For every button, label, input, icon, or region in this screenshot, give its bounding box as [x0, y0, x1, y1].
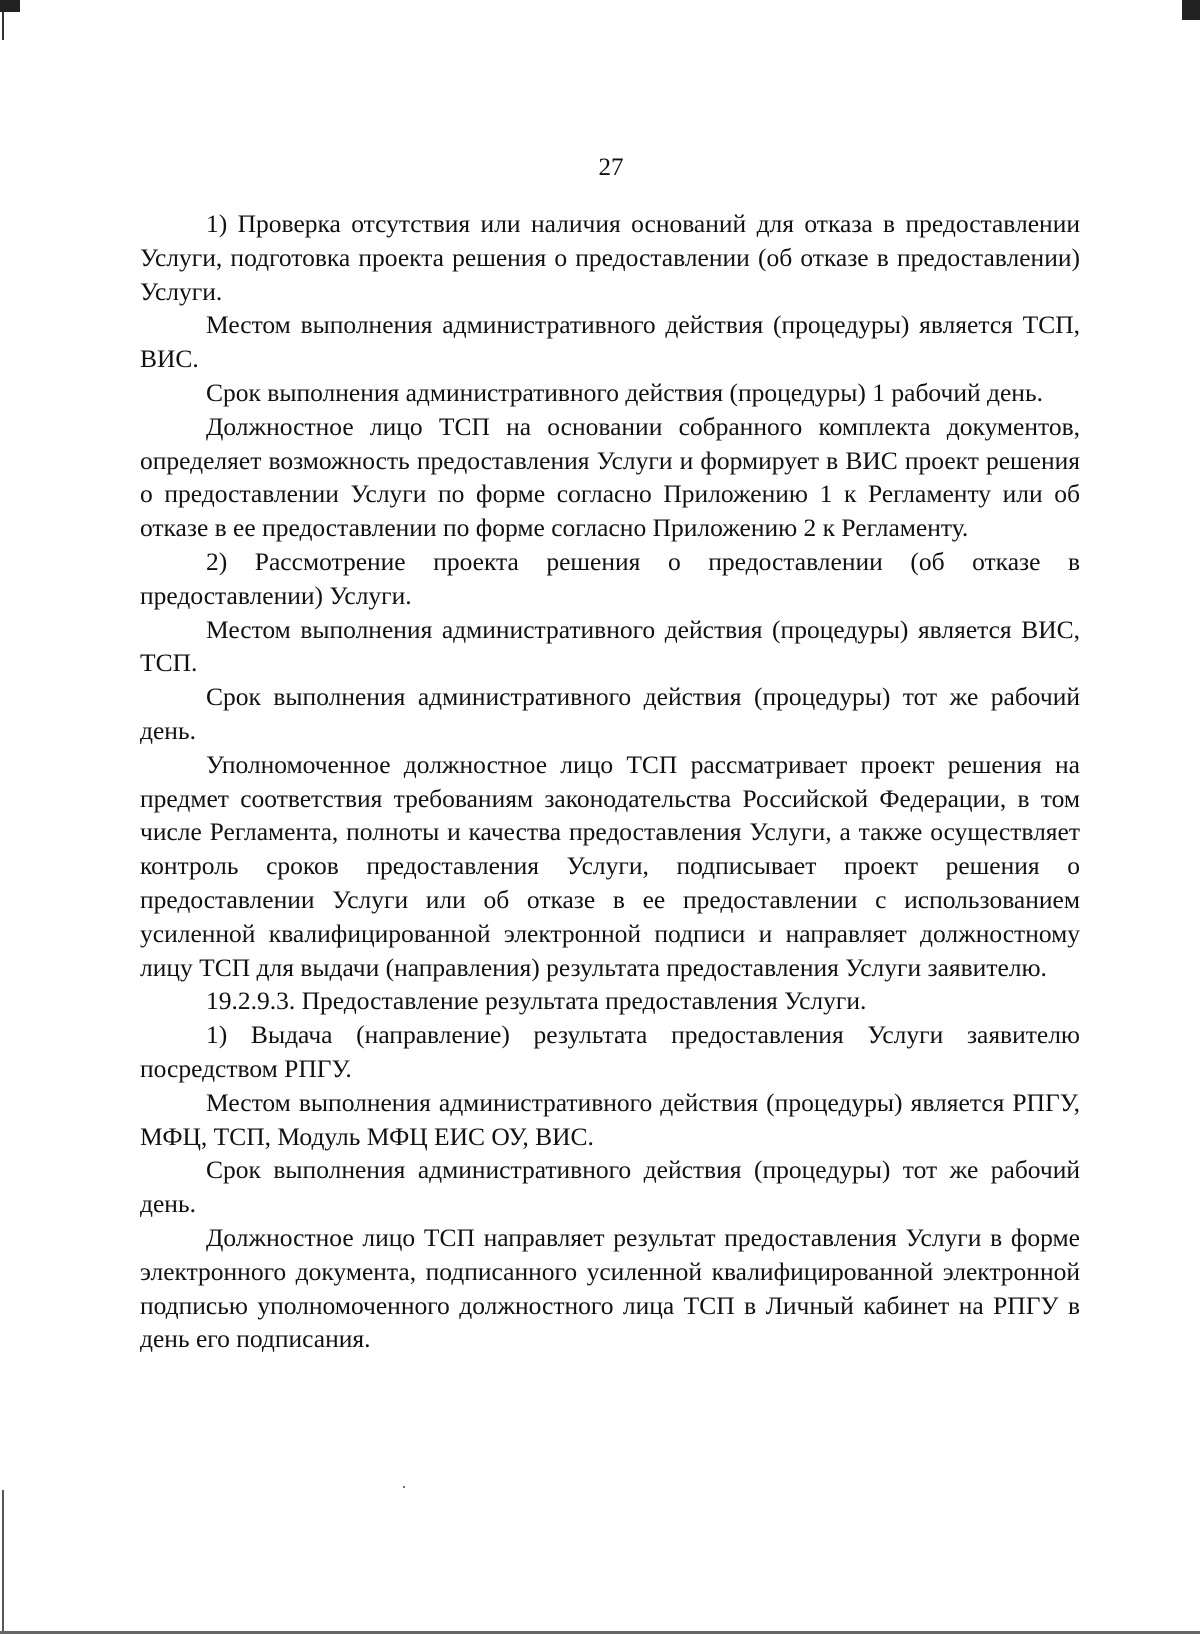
paragraph-result-step-1-title: 1) Выдача (направление) результата предоставления Услуги заявителю посредством РПГУ.: [140, 1020, 1080, 1083]
paragraph-step-1-description: Должностное лицо ТСП на основании собранного комплекта документов, определяет возможность предоставления Услуги и формирует в ВИС проект решения о предоставлении Услуги по форме согласно Приложению 1 к Регламенту или об отказе в ее предоставлении по форме согласно Приложению 2 к Регламенту.: [140, 411, 1080, 543]
scan-corner-top-right: [1182, 0, 1200, 20]
paragraph-result-step-1-term: Срок выполнения административного действия (процедуры) тот же рабочий день.: [140, 1155, 1080, 1219]
section-heading-19-2-9-3: 19.2.9.3. Предоставление результата предоставления Услуги.: [206, 986, 867, 1016]
scan-speck: [403, 1486, 405, 1488]
paragraph-step-2-term: Срок выполнения административного действия (процедуры) тот же рабочий день.: [140, 682, 1080, 745]
scan-corner-top-left: [0, 0, 20, 12]
page-number: 27: [598, 154, 624, 181]
paragraph-result-step-1-description: Должностное лицо ТСП направляет результат предоставления Услуги в форме электронного документа, подписанного усиленной квалифицированной электронной подписью уполномоченного должностного лица ТСП в Личный кабинет на РПГУ в день его подписания.: [140, 1222, 1080, 1354]
paragraph-step-2-place: Местом выполнения административного действия (процедуры) является ВИС, ТСП.: [140, 614, 1080, 678]
document-body: [140, 207, 1080, 1356]
paragraph-step-2-title: 2) Рассмотрение проекта решения о предоставлении (об отказе в предоставлении) Услуги.: [140, 546, 1080, 610]
paragraph-result-step-1-place: Местом выполнения административного действия (процедуры) является РПГУ, МФЦ, ТСП, Модуль МФЦ ЕИС ОУ, ВИС.: [140, 1087, 1080, 1151]
scan-edge-left: [2, 0, 4, 1634]
paragraph-step-1-term: Срок выполнения административного действия (процедуры) 1 рабочий день.: [206, 377, 1043, 407]
paragraph-step-1-title: 1) Проверка отсутствия или наличия оснований для отказа в предоставлении Услуги, подготовка проекта решения о предоставлении (об отказе в предоставлении) Услуги.: [140, 209, 1080, 306]
paragraph-step-1-place: Местом выполнения административного действия (процедуры) является ТСП, ВИС.: [140, 310, 1080, 374]
paragraph-step-2-description: Уполномоченное должностное лицо ТСП рассматривает проект решения на предмет соответствия требованиям законодательства Российской Федерации, в том числе Регламента, полноты и качества предоставления Услуги, а также осуществляет контроль сроков предоставления Услуги, подписывает проект решения о предоставлении Услуги или об отказе в ее предоставлении с использованием усиленной квалифицированной электронной подписи и направляет должностному лицу ТСП для выдачи (направления) результата предоставления Услуги заявителю.: [140, 749, 1080, 982]
